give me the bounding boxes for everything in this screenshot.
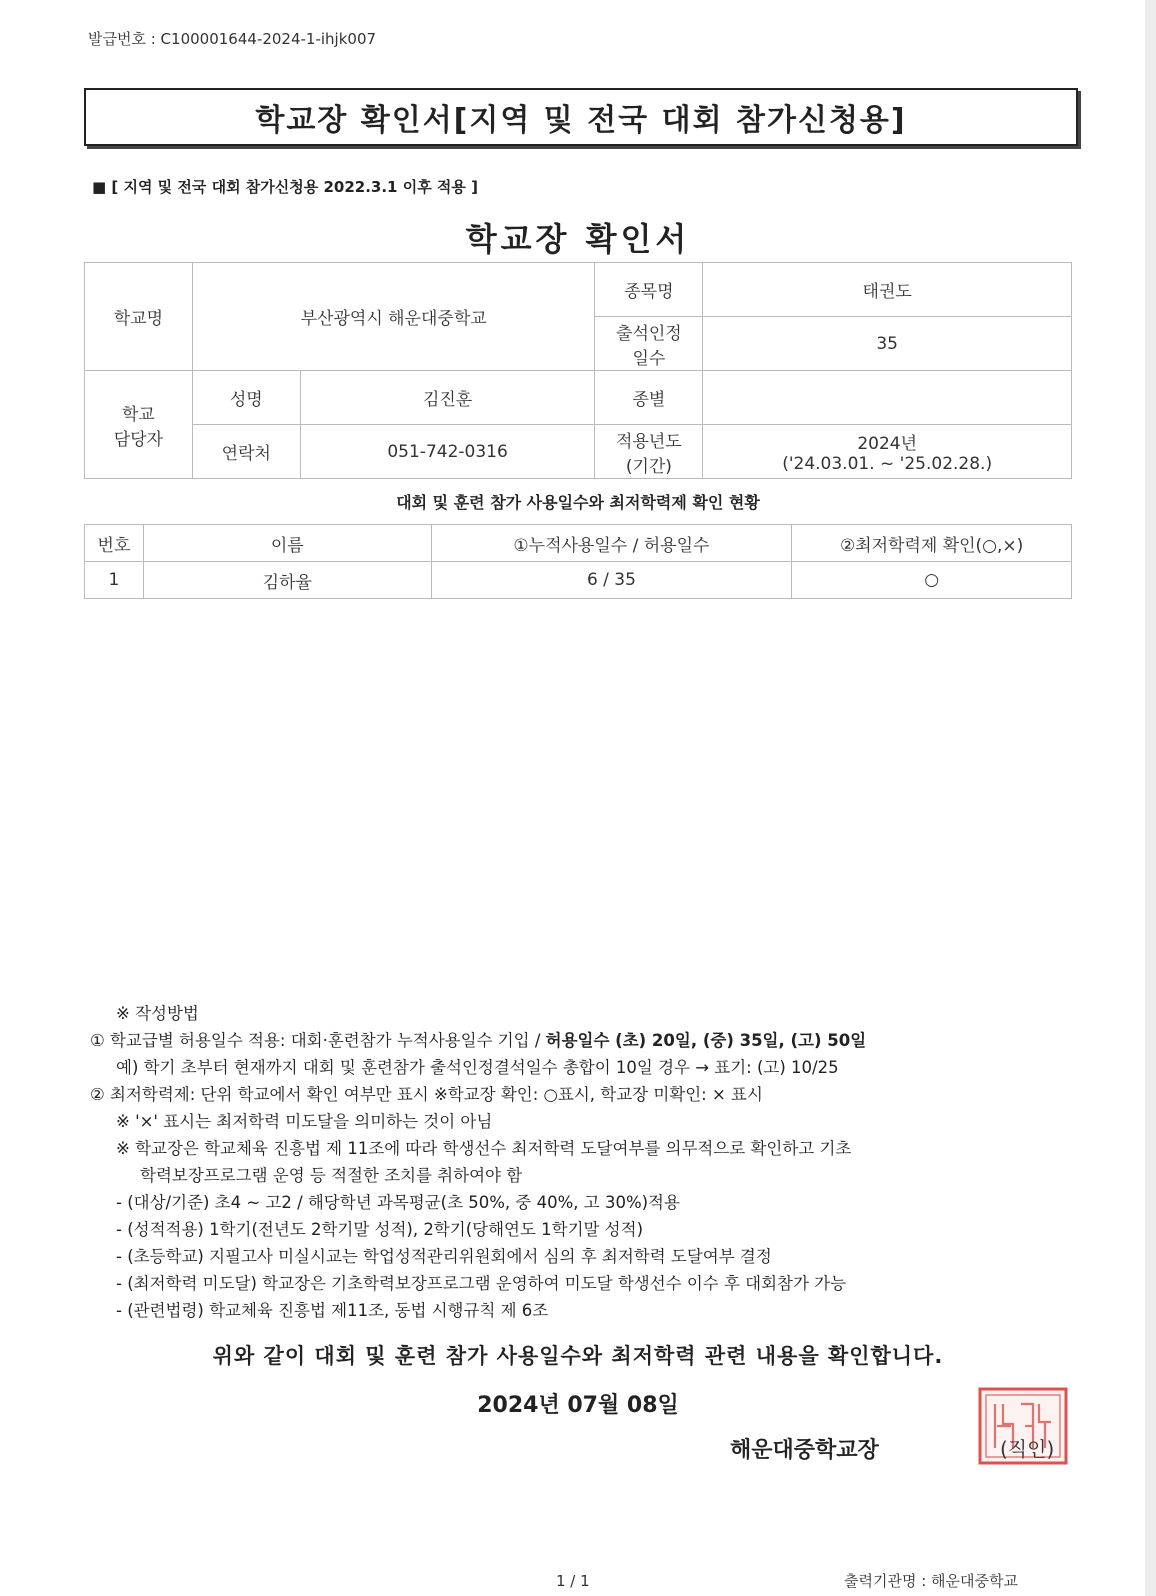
issue-number: 발급번호 : C100001644-2024-1-ihjk007 <box>88 30 377 48</box>
note-line-4: ※ '×' 표시는 최저학력 미도달을 의미하는 것이 아님 <box>116 1112 493 1131</box>
note-line-2: 예) 학기 초부터 현재까지 대회 및 훈련참가 출석인정결석일수 총합이 10일 경우 → 표기: (고) 10/25 <box>116 1058 839 1077</box>
note-line-1-plain: ① 학교급별 허용일수 적용: 대회·훈련참가 누적사용일수 기입 / <box>90 1031 546 1050</box>
issue-date: 2024년 07월 08일 <box>477 1393 679 1418</box>
confirmation-statement: 위와 같이 대회 및 훈련 참가 사용일수와 최저학력 관련 내용을 확인합니다. <box>212 1344 944 1368</box>
manager-label-line1: 학교 <box>122 404 155 425</box>
type-label: 종별 <box>595 371 703 425</box>
note-line-7: - (대상/기준) 초4 ~ 고2 / 해당학년 과목평균(초 50%, 중 40%, 고 30%)적용 <box>116 1193 680 1212</box>
principal-name: 해운대중학교장 <box>730 1438 879 1463</box>
attendance-label-line1: 출석인정 <box>616 323 682 344</box>
info-table <box>84 262 1072 479</box>
header-name: 이름 <box>143 525 431 562</box>
notes-heading: ※ 작성방법 <box>116 1004 199 1023</box>
school-name-label: 학교명 <box>85 263 193 371</box>
output-organization: 출력기관명 : 해운대중학교 <box>844 1572 1018 1590</box>
note-line-6: 학력보장프로그램 운영 등 적절한 조치를 취하여야 함 <box>140 1166 523 1185</box>
year-value <box>703 425 1072 479</box>
note-line-5: ※ 학교장은 학교체육 진흥법 제 11조에 따라 학생선수 최저학력 도달여부를 의무적으로 확인하고 기초 <box>116 1139 852 1158</box>
sport-label: 종목명 <box>595 263 703 317</box>
type-value <box>703 371 1072 425</box>
page-number: 1 / 1 <box>556 1572 590 1590</box>
attendance-label-line2: 일수 <box>632 348 666 369</box>
header-academic: ②최저학력제 확인(○,×) <box>792 525 1072 562</box>
year-label <box>595 425 703 479</box>
note-line-1-bold: 허용일수 (초) 20일, (중) 35일, (고) 50일 <box>545 1031 867 1050</box>
seal-label: (직인) <box>1000 1437 1055 1461</box>
period: ('24.03.01. ~ '25.02.28.) <box>782 454 993 474</box>
sub-title: 학교장 확인서 <box>465 220 691 258</box>
school-name: 부산광역시 해운대중학교 <box>192 263 595 371</box>
row-days: 6 / 35 <box>431 562 792 599</box>
note-line-8: - (성적적용) 1학기(전년도 2학기말 성적), 2학기(당해연도 1학기말 성적) <box>116 1220 644 1239</box>
note-line-9: - (초등학교) 지필고사 미실시교는 학업성적관리위원회에서 심의 후 최저학력 도달여부 결정 <box>116 1247 772 1266</box>
name-label: 성명 <box>192 371 300 425</box>
note-line-1 <box>90 1027 866 1054</box>
year: 2024년 <box>857 434 917 454</box>
attendance-days: 35 <box>703 317 1072 371</box>
attendance-label <box>595 317 703 371</box>
year-label-line2: (기간) <box>625 456 672 477</box>
table-header-row <box>85 525 1072 562</box>
manager-name: 김진훈 <box>300 371 595 425</box>
manager-label-line2: 담당자 <box>113 429 164 450</box>
status-table <box>84 524 1072 599</box>
status-caption: 대회 및 훈련 참가 사용일수와 최저학력제 확인 현황 <box>396 493 760 512</box>
writing-guide <box>90 1000 866 1324</box>
note-line-11: - (관련법령) 학교체육 진흥법 제11조, 동법 시행규칙 제 6조 <box>116 1301 549 1320</box>
sport-value: 태권도 <box>703 263 1072 317</box>
note-line-3: ② 최저학력제: 단위 학교에서 확인 여부만 표시 ※학교장 확인: ○표시, 학교장 미확인: × 표시 <box>90 1085 763 1104</box>
document-title: 학교장 확인서[지역 및 전국 대회 참가신청용] <box>84 88 1078 146</box>
header-number: 번호 <box>85 525 144 562</box>
note-line-10: - (최저학력 미도달) 학교장은 기초학력보장프로그램 운영하여 미도달 학생선수 이수 후 대회참가 가능 <box>116 1274 847 1293</box>
row-name: 김하율 <box>143 562 431 599</box>
table-row <box>85 562 1072 599</box>
contact-value: 051-742-0316 <box>300 425 595 479</box>
contact-label: 연락처 <box>192 425 300 479</box>
row-number: 1 <box>85 562 144 599</box>
section-note: ■ [ 지역 및 전국 대회 참가신청용 2022.3.1 이후 적용 ] <box>92 178 478 196</box>
row-academic: ○ <box>792 562 1072 599</box>
manager-label <box>85 371 193 479</box>
header-days: ①누적사용일수 / 허용일수 <box>431 525 792 562</box>
year-label-line1: 적용년도 <box>616 431 682 452</box>
